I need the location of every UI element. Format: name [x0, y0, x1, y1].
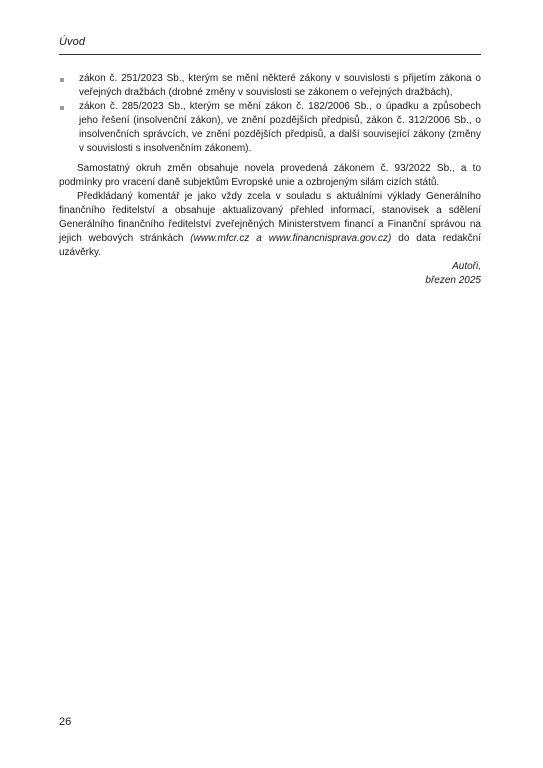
paragraph-text-end: do data redakční uzávěrky. [59, 233, 481, 258]
signature-date: březen 2025 [425, 275, 481, 286]
signature-authors: Autoři, [452, 261, 481, 272]
header-divider [59, 54, 481, 55]
amendment-list [59, 72, 481, 156]
paragraph-text: Samostatný okruh změn obsahuje novela provedená zákonem č. 93/2022 Sb., a to podmínky pro vracení daně subjektům Evropské unie a ozbrojeným silám cizích států. [59, 163, 481, 188]
list-item-text: zákon č. 285/2023 Sb., kterým se mění zákon č. 182/2006 Sb., o úpadku a způsobech jeho řešení (insolvenční zákon), ve znění pozdějších předpisů, zákon č. 312/2006 Sb., o insolvenčních správcích, ve znění pozdějších předpisů, a další související zákony (změny v souvislosti s insolvenčním zákonem). [79, 101, 481, 154]
page-number: 26 [59, 716, 72, 728]
square-bullet-icon [60, 78, 64, 82]
list-item [59, 72, 481, 100]
paragraph-commentary [59, 190, 481, 260]
running-header-title: Úvod [59, 36, 86, 48]
paragraph-vat-refunds [59, 162, 481, 190]
list-item [59, 100, 481, 156]
paragraph-text: Předkládaný komentář je jako vždy zcela v souladu s aktuálními výklady Generálního finančního ředitelství a obsahuje aktualizovaný přehled informací, stanovisek a sdělení Generálního finančního ředitelství zveřejněných Ministerstvem financí a Finanční správou na jejich webových stránkách [59, 191, 481, 244]
website-references: (www.mfcr.cz a www.financnisprava.gov.cz) [190, 233, 392, 244]
square-bullet-icon [60, 106, 64, 110]
list-item-text: zákon č. 251/2023 Sb., kterým se mění některé zákony v souvislosti s přijetím zákona o veřejných dražbách (drobné změny v souvislosti se zákonem o veřejných dražbách), [79, 73, 481, 98]
page-body [59, 72, 481, 288]
